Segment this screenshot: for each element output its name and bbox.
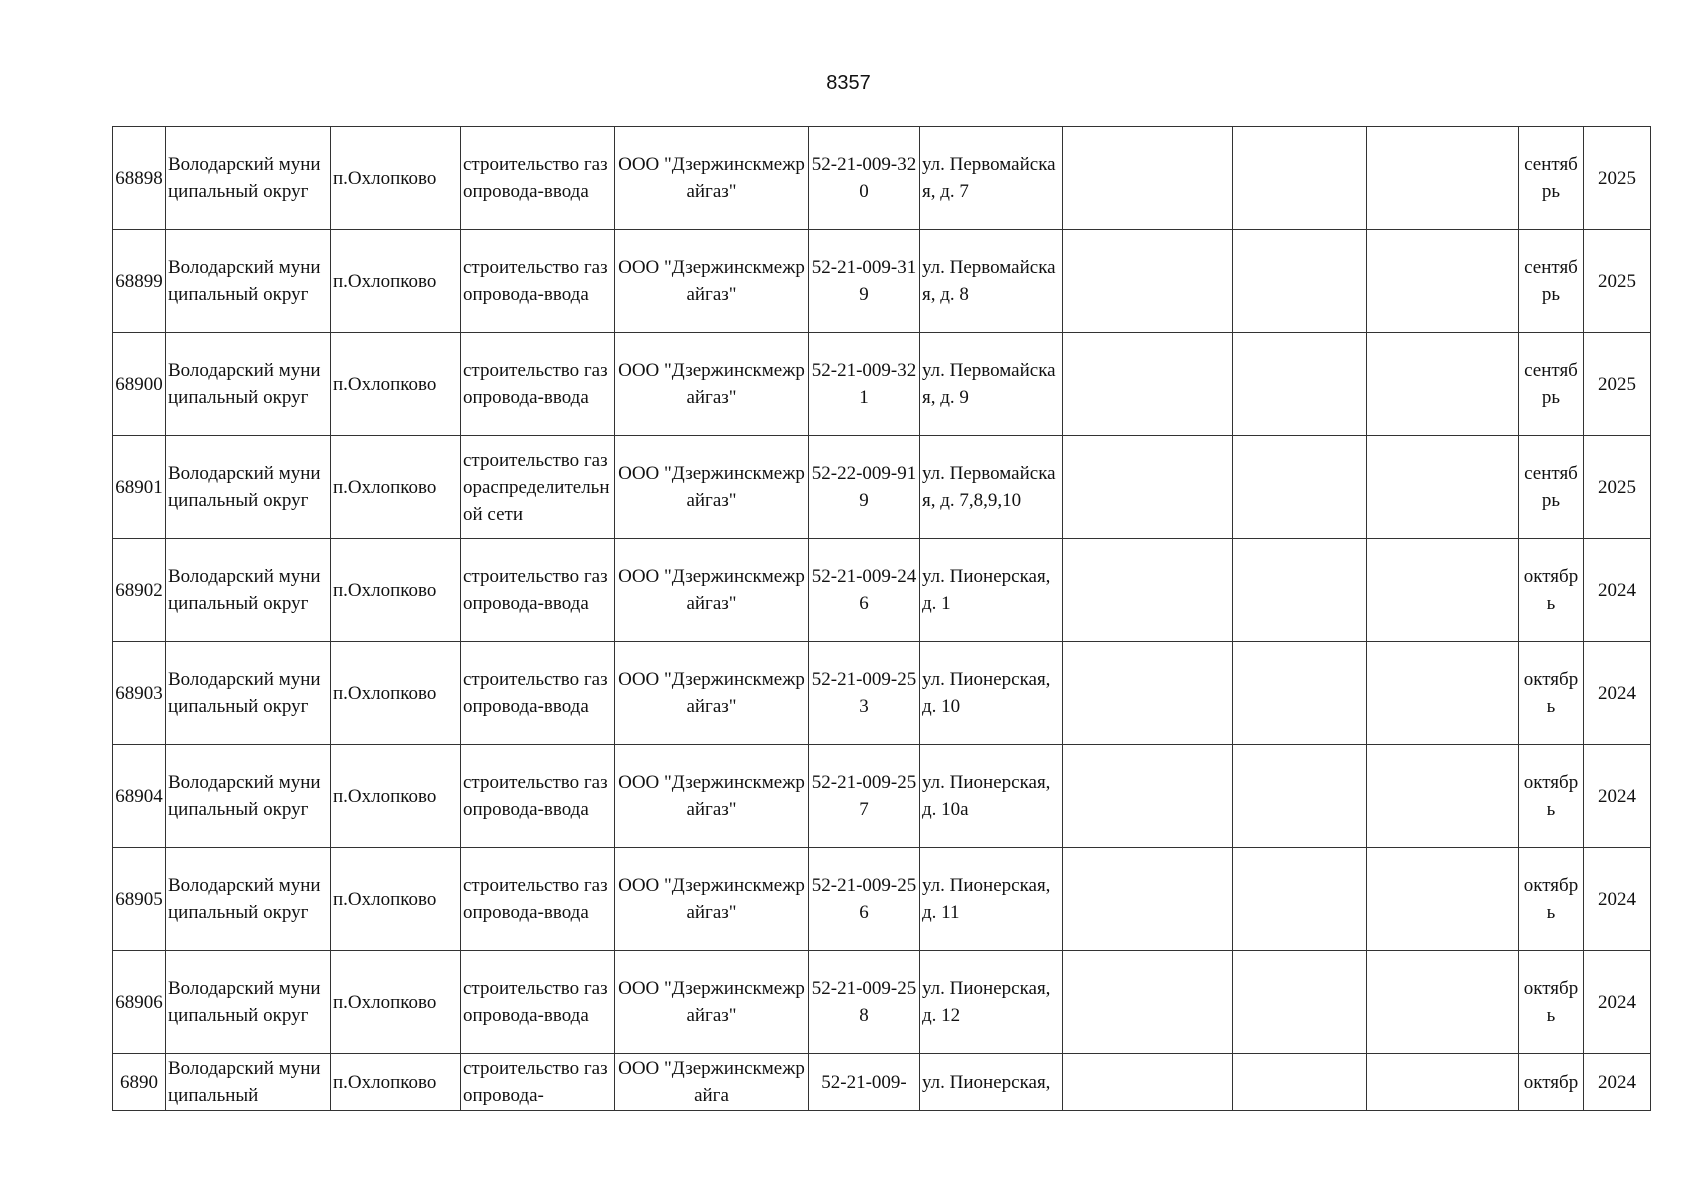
page-number: 8357 xyxy=(826,72,871,94)
table-row xyxy=(113,848,1651,951)
empty-cell xyxy=(1063,745,1233,848)
year-cell: 2025 xyxy=(1584,333,1651,436)
organization-cell: ООО "Дзержинскмежрайгаз" xyxy=(615,127,809,230)
settlement-cell: п.Охлопково xyxy=(331,539,461,642)
object-code-cell: 52-22-009-919 xyxy=(809,436,920,539)
month-cell: сентябрь xyxy=(1519,333,1584,436)
row-number-cell: 68906 xyxy=(113,951,166,1054)
district-cell: Володарский муниципальный округ xyxy=(166,951,331,1054)
settlement-cell: п.Охлопково xyxy=(331,642,461,745)
work-type-cell: строительство газопровода-ввода xyxy=(461,642,615,745)
district-cell: Володарский муниципальный округ xyxy=(166,642,331,745)
address-cell: ул. Пионерская, д. 10а xyxy=(920,745,1063,848)
object-code-cell: 52-21-009-319 xyxy=(809,230,920,333)
year-cell: 2025 xyxy=(1584,436,1651,539)
empty-cell xyxy=(1233,848,1367,951)
empty-cell xyxy=(1367,333,1519,436)
district-cell: Володарский муниципальный округ xyxy=(166,436,331,539)
table-row xyxy=(113,951,1651,1054)
settlement-cell: п.Охлопково xyxy=(331,848,461,951)
organization-cell: ООО "Дзержинскмежрайгаз" xyxy=(615,333,809,436)
work-type-cell: строительство газораспределительной сети xyxy=(461,436,615,539)
district-cell: Володарский муниципальный xyxy=(166,1054,331,1111)
work-type-cell: строительство газопровода-ввода xyxy=(461,745,615,848)
month-cell: сентябрь xyxy=(1519,230,1584,333)
row-number-cell: 68905 xyxy=(113,848,166,951)
table-row xyxy=(113,642,1651,745)
settlement-cell: п.Охлопково xyxy=(331,127,461,230)
object-code-cell: 52-21-009- xyxy=(809,1054,920,1111)
empty-cell xyxy=(1063,1054,1233,1111)
settlement-cell: п.Охлопково xyxy=(331,333,461,436)
year-cell: 2024 xyxy=(1584,848,1651,951)
row-number-cell: 68904 xyxy=(113,745,166,848)
empty-cell xyxy=(1367,127,1519,230)
district-cell: Володарский муниципальный округ xyxy=(166,333,331,436)
object-code-cell: 52-21-009-257 xyxy=(809,745,920,848)
work-type-cell: строительство газопровода-ввода xyxy=(461,848,615,951)
month-cell: октябр xyxy=(1519,1054,1584,1111)
work-type-cell: строительство газопровода-ввода xyxy=(461,127,615,230)
table-row xyxy=(113,333,1651,436)
empty-cell xyxy=(1233,642,1367,745)
empty-cell xyxy=(1233,436,1367,539)
empty-cell xyxy=(1233,333,1367,436)
table-row xyxy=(113,230,1651,333)
address-cell: ул. Первомайская, д. 7,8,9,10 xyxy=(920,436,1063,539)
year-cell: 2024 xyxy=(1584,642,1651,745)
organization-cell: ООО "Дзержинскмежрайгаз" xyxy=(615,642,809,745)
district-cell: Володарский муниципальный округ xyxy=(166,745,331,848)
district-cell: Володарский муниципальный округ xyxy=(166,848,331,951)
address-cell: ул. Пионерская, xyxy=(920,1054,1063,1111)
empty-cell xyxy=(1063,951,1233,1054)
month-cell: октябрь xyxy=(1519,642,1584,745)
empty-cell xyxy=(1367,539,1519,642)
district-cell: Володарский муниципальный округ xyxy=(166,230,331,333)
row-number-cell: 6890 xyxy=(113,1054,166,1111)
year-cell: 2025 xyxy=(1584,230,1651,333)
address-cell: ул. Первомайская, д. 8 xyxy=(920,230,1063,333)
row-number-cell: 68900 xyxy=(113,333,166,436)
organization-cell: ООО "Дзержинскмежрайгаз" xyxy=(615,951,809,1054)
row-number-cell: 68898 xyxy=(113,127,166,230)
month-cell: октябрь xyxy=(1519,539,1584,642)
empty-cell xyxy=(1233,1054,1367,1111)
address-cell: ул. Пионерская, д. 10 xyxy=(920,642,1063,745)
work-type-cell: строительство газопровода-ввода xyxy=(461,539,615,642)
empty-cell xyxy=(1063,436,1233,539)
organization-cell: ООО "Дзержинскмежрайгаз" xyxy=(615,745,809,848)
row-number-cell: 68903 xyxy=(113,642,166,745)
empty-cell xyxy=(1367,848,1519,951)
empty-cell xyxy=(1063,127,1233,230)
month-cell: октябрь xyxy=(1519,951,1584,1054)
year-cell: 2024 xyxy=(1584,1054,1651,1111)
object-code-cell: 52-21-009-321 xyxy=(809,333,920,436)
organization-cell: ООО "Дзержинскмежрайгаз" xyxy=(615,436,809,539)
year-cell: 2024 xyxy=(1584,951,1651,1054)
address-cell: ул. Пионерская, д. 12 xyxy=(920,951,1063,1054)
row-number-cell: 68901 xyxy=(113,436,166,539)
empty-cell xyxy=(1367,951,1519,1054)
table-row xyxy=(113,539,1651,642)
empty-cell xyxy=(1063,848,1233,951)
empty-cell xyxy=(1233,127,1367,230)
settlement-cell: п.Охлопково xyxy=(331,230,461,333)
empty-cell xyxy=(1367,745,1519,848)
organization-cell: ООО "Дзержинскмежрайгаз" xyxy=(615,848,809,951)
district-cell: Володарский муниципальный округ xyxy=(166,127,331,230)
empty-cell xyxy=(1367,1054,1519,1111)
organization-cell: ООО "Дзержинскмежрайгаз" xyxy=(615,230,809,333)
empty-cell xyxy=(1233,745,1367,848)
registry-table xyxy=(112,126,1651,1111)
table-row xyxy=(113,745,1651,848)
object-code-cell: 52-21-009-246 xyxy=(809,539,920,642)
table-body xyxy=(113,127,1651,1111)
work-type-cell: строительство газопровода-ввода xyxy=(461,333,615,436)
address-cell: ул. Первомайская, д. 9 xyxy=(920,333,1063,436)
empty-cell xyxy=(1367,230,1519,333)
empty-cell xyxy=(1233,951,1367,1054)
month-cell: октябрь xyxy=(1519,848,1584,951)
month-cell: сентябрь xyxy=(1519,436,1584,539)
table-row xyxy=(113,127,1651,230)
empty-cell xyxy=(1233,539,1367,642)
empty-cell xyxy=(1063,333,1233,436)
table-row xyxy=(113,1054,1651,1111)
empty-cell xyxy=(1367,436,1519,539)
work-type-cell: строительство газопровода-ввода xyxy=(461,951,615,1054)
empty-cell xyxy=(1367,642,1519,745)
object-code-cell: 52-21-009-320 xyxy=(809,127,920,230)
month-cell: сентябрь xyxy=(1519,127,1584,230)
work-type-cell: строительство газопровода-ввода xyxy=(461,230,615,333)
table-row xyxy=(113,436,1651,539)
settlement-cell: п.Охлопково xyxy=(331,951,461,1054)
settlement-cell: п.Охлопково xyxy=(331,1054,461,1111)
object-code-cell: 52-21-009-256 xyxy=(809,848,920,951)
organization-cell: ООО "Дзержинскмежрайга xyxy=(615,1054,809,1111)
organization-cell: ООО "Дзержинскмежрайгаз" xyxy=(615,539,809,642)
settlement-cell: п.Охлопково xyxy=(331,436,461,539)
settlement-cell: п.Охлопково xyxy=(331,745,461,848)
empty-cell xyxy=(1233,230,1367,333)
month-cell: октябрь xyxy=(1519,745,1584,848)
year-cell: 2025 xyxy=(1584,127,1651,230)
object-code-cell: 52-21-009-253 xyxy=(809,642,920,745)
empty-cell xyxy=(1063,230,1233,333)
row-number-cell: 68899 xyxy=(113,230,166,333)
address-cell: ул. Пионерская, д. 1 xyxy=(920,539,1063,642)
year-cell: 2024 xyxy=(1584,745,1651,848)
work-type-cell: строительство газопровода- xyxy=(461,1054,615,1111)
empty-cell xyxy=(1063,642,1233,745)
row-number-cell: 68902 xyxy=(113,539,166,642)
address-cell: ул. Пионерская, д. 11 xyxy=(920,848,1063,951)
empty-cell xyxy=(1063,539,1233,642)
district-cell: Володарский муниципальный округ xyxy=(166,539,331,642)
year-cell: 2024 xyxy=(1584,539,1651,642)
address-cell: ул. Первомайская, д. 7 xyxy=(920,127,1063,230)
object-code-cell: 52-21-009-258 xyxy=(809,951,920,1054)
